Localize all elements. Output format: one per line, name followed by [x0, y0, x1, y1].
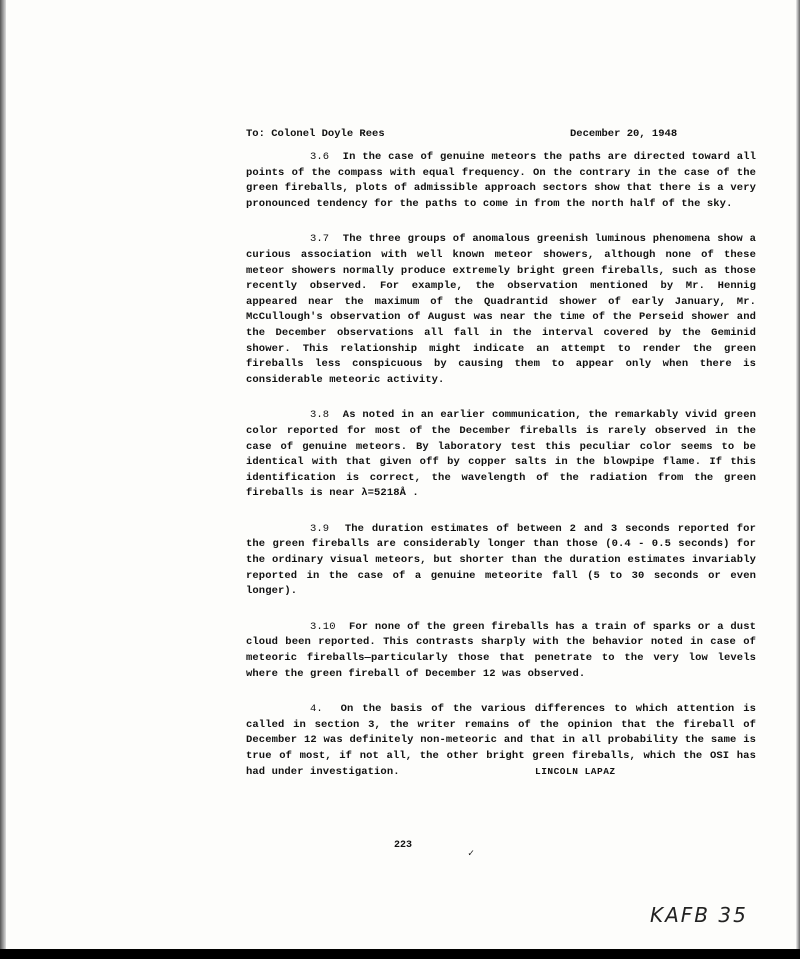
paragraph-3-6	[246, 150, 756, 212]
scan-edge-bottom	[0, 949, 800, 959]
paragraph-3-9	[246, 522, 756, 600]
paragraph-text: On the basis of the various differences to which attention is called in section 3, the writer remains of the opinion that the fireball of December 12 was definitely non-meteoric and that in all probability the same is true of most, if not all, the other bright green fireballs, which the OSI has had under investigation.	[246, 703, 756, 778]
section-number: 3.9	[310, 522, 330, 535]
page-number: 223	[394, 840, 413, 851]
paragraph-3-10	[246, 620, 756, 682]
paragraph-3-8	[246, 408, 756, 502]
recipient-line: To: Colonel Doyle Rees	[246, 128, 385, 140]
section-number: 3.8	[310, 409, 330, 422]
section-number: 3.7	[310, 233, 330, 246]
letter-header	[246, 128, 756, 150]
signature-line: LINCOLN LAPAZ	[535, 766, 616, 777]
paragraph-3-7	[246, 232, 756, 388]
paragraph-text: For none of the green fireballs has a train of sparks or a dust cloud been reported. This contrasts sharply with the behavior noted in case of meteoric fireballs—particularly those that penetrate to the very low levels where the green fireball of December 12 was observed.	[246, 620, 757, 680]
section-number: 4.	[310, 703, 323, 716]
paragraph-text: The duration estimates of between 2 and 3 seconds reported for the green fireballs are considerably longer than those (0.4 - 0.5 seconds) for the ordinary visual meteors, but shorter than the duration estimates invariably reported in the case of a genuine meteorite fall (5 to 30 seconds or even longer).	[246, 522, 756, 598]
letter-body	[246, 128, 756, 800]
paragraph-text: The three groups of anomalous greenish luminous phenomena show a curious association with well known meteor showers, although none of these meteor showers normally produce extremely bright green fireballs, such as those recently observed. For example, the observation mentioned by Mr. Hennig appeared near the maximum of the Quadrantid shower of early January, Mr. McCullough's observation of August was near the time of the Perseid shower and the December observations all fall in the interval covered by the Geminid shower. This relationship might indicate an attempt to render the green fireballs less conspicuous by causing them to appear only when there is considerable meteoric activity.	[246, 233, 756, 386]
scan-edge-right	[796, 0, 800, 959]
section-number: 3.10	[310, 620, 336, 633]
scan-edge-left	[0, 0, 6, 959]
letter-date: December 20, 1948	[570, 128, 678, 140]
paragraph-4	[246, 702, 756, 780]
paragraph-text: As noted in an earlier communication, the remarkably vivid green color reported for most of the December fireballs is rarely observed in the case of genuine meteors. By laboratory test this peculiar color seems to be identical with that given off by copper salts in the blowpipe flame. If this identification is correct, the wavelength of the radiation from the green fireballs is near λ=5218Å .	[246, 409, 756, 500]
paragraph-text: In the case of genuine meteors the paths are directed toward all points of the compass with equal frequency. On the contrary in the case of the green fireballs, plots of admissible approach sectors show that there is a very pronounced tendency for the paths to come in from the north half of the sky.	[246, 151, 756, 210]
check-mark-icon: ✓	[468, 849, 475, 860]
section-number: 3.6	[310, 151, 330, 163]
archive-stamp: KAFB 35	[650, 903, 748, 927]
